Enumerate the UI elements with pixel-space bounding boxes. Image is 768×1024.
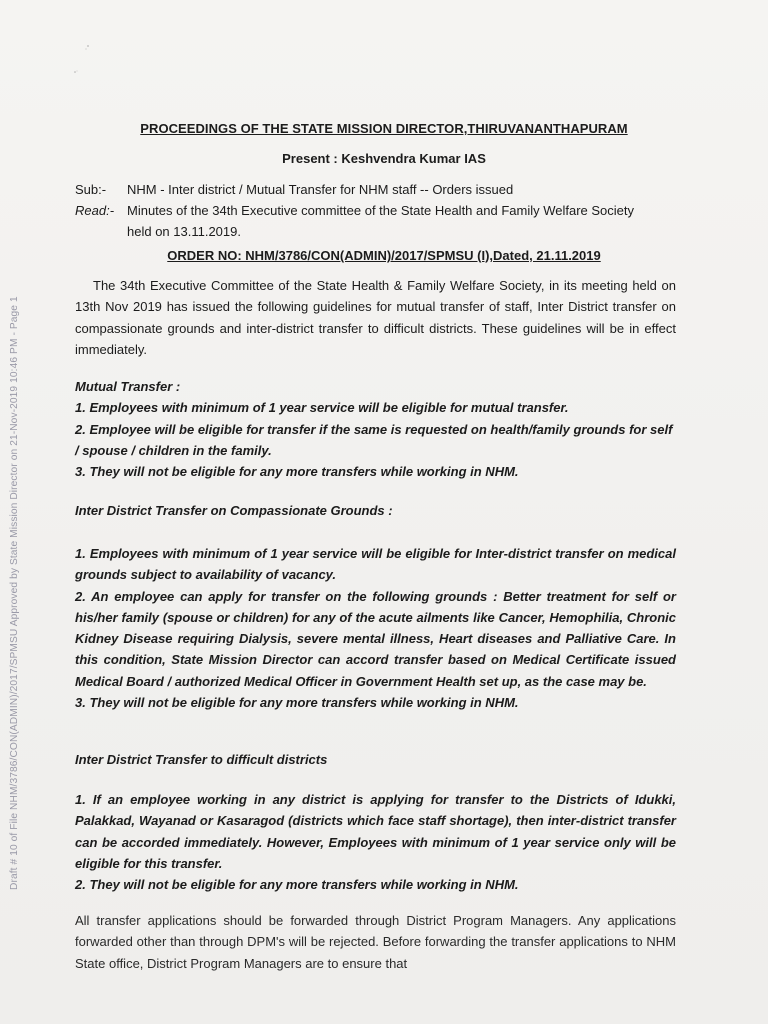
compassionate-item-1: 1. Employees with minimum of 1 year service will be eligible for Inter-district transfer on medical grounds subject to availability of vacancy. (75, 546, 676, 583)
mutual-heading: Mutual Transfer : (75, 379, 181, 394)
compassionate-item-3: 3. They will not be eligible for any more transfers while working in NHM. (75, 695, 519, 711)
mutual-item-3: 3. They will not be eligible for any more transfers while working in NHM. (75, 464, 519, 480)
intro-paragraph: The 34th Executive Committee of the State Health & Family Welfare Society, in its meeting held on 13th Nov 2019 has issued the following guidelines for mutual transfer of staff, Inter District transfer on compassionate grounds and inter-district transfer to difficult districts. These guidelines will be in effect immediately. (75, 278, 676, 357)
page-title: PROCEEDINGS OF THE STATE MISSION DIRECTOR,THIRUVANANTHAPURAM (140, 121, 628, 136)
compassionate-section (75, 543, 676, 713)
closing-paragraph: All transfer applications should be forwarded through District Program Managers. Any applications forwarded other than through DPM's will be rejected. Before forwarding the transfer applications to NHM State office, District Program Managers are to ensure that (75, 913, 676, 971)
subject-label: Sub:- (75, 182, 107, 197)
read-text (127, 200, 727, 242)
subject-text: NHM - Inter district / Mutual Transfer for NHM staff -- Orders issued (127, 182, 514, 197)
subject-row (75, 179, 727, 200)
scan-specks (70, 42, 100, 82)
order-number: ORDER NO: NHM/3786/CON(ADMIN)/2017/SPMSU (I),Dated, 21.11.2019 (167, 248, 601, 263)
mutual-item-1: 1. Employees with minimum of 1 year service will be eligible for mutual transfer. (75, 400, 569, 416)
side-stamp: Draft # 10 of File NHM/3786/CON(ADMIN)/2017/SPMSU Approved by State Mission Director on 21-Nov-2019 10:46 PM - Page 1 (9, 296, 20, 890)
mutual-item-2: 2. Employee will be eligible for transfer if the same is requested on health/family grounds for self / spouse / children in the family. (75, 421, 673, 458)
subject-block (75, 179, 727, 242)
difficult-heading: Inter District Transfer to difficult districts (75, 752, 328, 767)
difficult-item-2: 2. They will not be eligible for any more transfers while working in NHM. (75, 877, 519, 893)
compassionate-heading: Inter District Transfer on Compassionate Grounds : (75, 503, 393, 518)
read-text-line2: held on 13.11.2019. (127, 224, 241, 239)
difficult-section (75, 789, 676, 895)
present-line: Present : Keshvendra Kumar IAS (282, 151, 486, 166)
read-row (75, 200, 727, 242)
compassionate-item-2: 2. An employee can apply for transfer on the following grounds : Better treatment for self or his/her family (spouse or children) for any of the acute ailments like Cancer, Hemophilia, Chronic Kidney Disease requiring Dialysis, severe mental illness, Heart diseases and Palliative Care. In this condition, State Mission Director can accord transfer based on Medical Certificate issued Medical Board / authorized Medical Officer in Government Health set up, as the case may be. (75, 588, 676, 689)
difficult-item-1: 1. If an employee working in any district is applying for transfer to the Districts of Idukki, Palakkad, Wayanad or Kasaragod (districts which face staff shortage), then inter-district transfer can be accorded immediately. However, Employees with minimum of 1 year service only will be eligible for this transfer. (75, 792, 676, 871)
mutual-transfer-section (75, 376, 676, 482)
read-label: Read:- (75, 203, 115, 218)
read-text-line1: Minutes of the 34th Executive committee of the State Health and Family Welfare Society (127, 203, 635, 218)
